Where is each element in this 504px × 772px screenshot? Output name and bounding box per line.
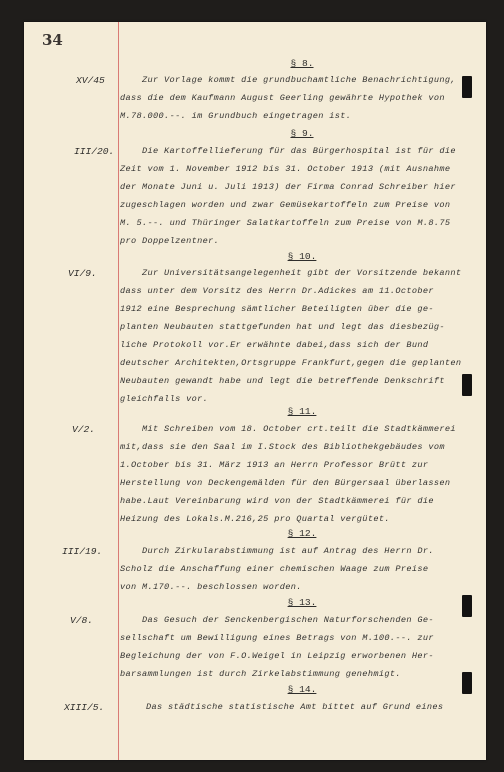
section-heading-11: § 11. — [287, 406, 317, 417]
text-line: Zur Universitätsangelegenheit gibt der Vorsitzende bekannt — [142, 268, 462, 278]
section-heading-10: § 10. — [287, 251, 317, 262]
text-line: sellschaft um Bewilligung eines Betrags von M.100.--. zur — [120, 633, 434, 643]
text-line: deutscher Architekten,Ortsgruppe Frankfurt,gegen die geplanten — [120, 358, 462, 368]
text-line: von M.170.--. beschlossen worden. — [120, 582, 302, 592]
text-line: Scholz die Anschaffung einer chemischen Waage zum Preise — [120, 564, 429, 574]
section-heading-8: § 8. — [290, 58, 314, 69]
binder-tab — [462, 76, 472, 98]
page-number: 34 — [42, 31, 63, 49]
text-line: Durch Zirkularabstimmung ist auf Antrag des Herrn Dr. — [142, 546, 434, 556]
text-line: liche Protokoll vor.Er erwähnte dabei,dass sich der Bund — [120, 340, 429, 350]
text-line: M.78.000.--. im Grundbuch eingetragen ist. — [120, 111, 352, 121]
text-line: Neubauten gewandt habe und legt die betreffende Denkschrift — [120, 376, 445, 386]
binder-tab — [462, 374, 472, 396]
text-line: 1.October bis 31. März 1913 an Herrn Professor Brütt zur — [120, 460, 429, 470]
text-line: Das Gesuch der Senckenbergischen Naturforschenden Ge- — [142, 615, 434, 625]
file-reference-13: V/8. — [70, 615, 94, 626]
text-line: gleichfalls vor. — [120, 394, 209, 404]
text-line: Begleichung der von F.O.Weigel in Leipzig erworbenen Her- — [120, 651, 434, 661]
text-line: Heizung des Lokals.M.216,25 pro Quartal vergütet. — [120, 514, 390, 524]
text-line: Zeit vom 1. November 1912 bis 31. October 1913 (mit Ausnahme — [120, 164, 451, 174]
text-line: zugeschlagen worden und zwar Gemüsekartoffeln zum Preise von — [120, 200, 451, 210]
file-reference-10: VI/9. — [68, 268, 97, 279]
text-line: habe.Laut Vereinbarung wird von der Stadtkämmerei für die — [120, 496, 434, 506]
file-reference-8: XV/45 — [76, 75, 105, 86]
text-line: M. 5.--. und Thüringer Salatkartoffeln zum Preise von M.8.75 — [120, 218, 451, 228]
binder-tab — [462, 595, 472, 617]
file-reference-14: XIII/5. — [64, 702, 105, 713]
text-line: dass die dem Kaufmann August Geerling gewährte Hypothek von — [120, 93, 445, 103]
text-line: der Monate Juni u. Juli 1913) der Firma Conrad Schreiber hier — [120, 182, 456, 192]
text-line: planten Neubauten stattgefunden hat und legt das diesbezüg- — [120, 322, 445, 332]
text-line: pro Doppelzentner. — [120, 236, 220, 246]
document-page — [24, 22, 486, 760]
text-line: Das städtische statistische Amt bittet auf Grund eines — [146, 702, 444, 712]
section-heading-12: § 12. — [287, 528, 317, 539]
section-heading-14: § 14. — [287, 684, 317, 695]
text-line: Die Kartoffellieferung für das Bürgerhospital ist für die — [142, 146, 456, 156]
file-reference-12: III/19. — [62, 546, 103, 557]
text-line: Zur Vorlage kommt die grundbuchamtliche Benachrichtigung, — [142, 75, 456, 85]
file-reference-11: V/2. — [72, 424, 96, 435]
section-heading-9: § 9. — [290, 128, 314, 139]
text-line: dass unter dem Vorsitz des Herrn Dr.Adickes am 11.October — [120, 286, 434, 296]
text-line: Herstellung von Deckengemälden für den Bürgersaal überlassen — [120, 478, 451, 488]
text-line: Mit Schreiben vom 18. October crt.teilt die Stadtkämmerei — [142, 424, 456, 434]
text-line: mit,dass sie den Saal im I.Stock des Bibliothekgebäudes vom — [120, 442, 445, 452]
file-reference-9: III/20. — [74, 146, 115, 157]
text-line: barsammlungen ist durch Zirkelabstimmung genehmigt. — [120, 669, 401, 679]
section-heading-13: § 13. — [287, 597, 317, 608]
text-line: 1912 eine Besprechung sämtlicher Beteiligten über die ge- — [120, 304, 434, 314]
binder-tab — [462, 672, 472, 694]
